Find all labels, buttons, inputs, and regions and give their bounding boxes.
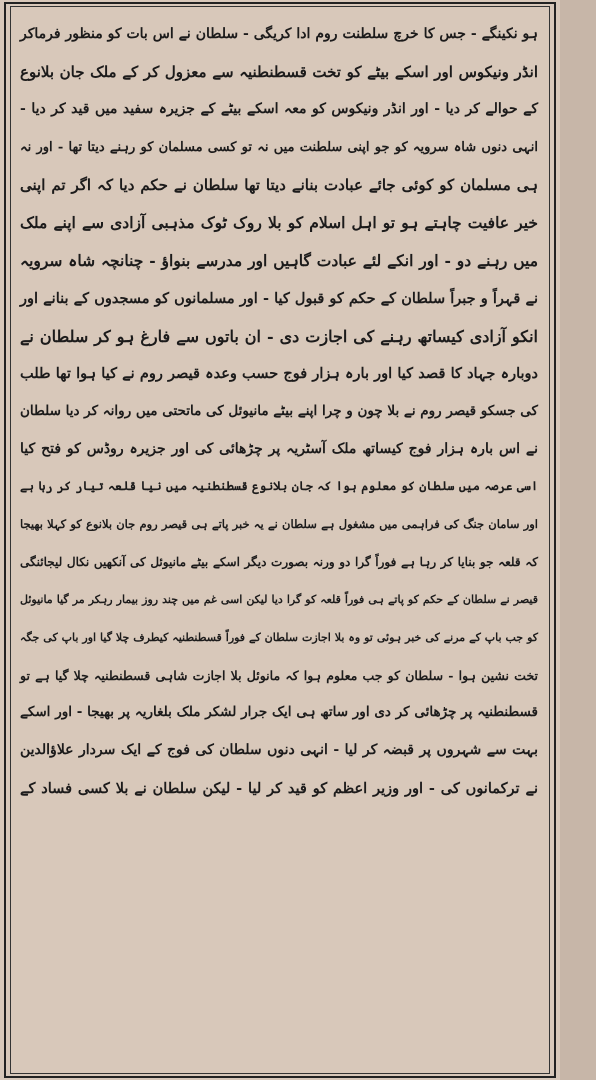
text-line: نے اس بارہ ہزار فوج کیساتھ ملک آسٹریہ پر چڑھائی کی اور جزیرہ روڈس کو فتح کیا xyxy=(20,440,538,457)
text-line: ہو نکینگے - جس کا خرچ سلطنت روم ادا کریگی - سلطان نے اس بات کو منظور فرماکر xyxy=(20,26,538,42)
text-line: انکو آزادی کیساتھ رہنے کی اجازت دی - ان باتوں سے فارغ ہو کر سلطان نے xyxy=(20,326,538,346)
text-line: نے ترکمانوں کی - اور وزیر اعظم کو قید کر لیا - لیکن سلطان نے بلا کسی فساد کے xyxy=(20,779,538,797)
text-line: اسی عرصہ میں سلطان کو معلوم ہوا کہ جان بلانوع قسطنطنیہ میں نیا قلعہ تیار کر رہا ہے xyxy=(20,479,538,494)
urdu-text-block xyxy=(14,16,544,1076)
text-line: میں رہنے دو - اور انکے لئے عبادت گاہیں اور مدرسے بنواؤ - چنانچہ شاہ سرویہ xyxy=(20,251,538,271)
text-line: تخت نشین ہوا - سلطان کو جب معلوم ہوا کہ مانوئل بلا اجازت شاہی قسطنطنیہ چلا گیا ہے تو xyxy=(20,667,538,683)
text-line: اور سامان جنگ کی فراہمی میں مشغول ہے سلطان نے یہ خبر پاتے ہی قیصر روم جان بلانوع کو کہلا بھیجا xyxy=(20,516,538,531)
text-line: بہت سے شہروں پر قبضہ کر لیا - انہی دنوں سلطان کی فوج کے ایک سردار علاؤالدین xyxy=(20,742,538,759)
page-edge xyxy=(560,0,596,1080)
text-line: کے حوالے کر دیا - اور انڈر ونیکوس کو معہ اسکے بیٹے کے جزیرہ سفید میں قید کر دیا - xyxy=(20,101,538,118)
text-line: نے قہراً و جبراً سلطان کے حکم کو قبول کیا - اور مسلمانوں کو مسجدوں کے بنانے اور xyxy=(20,289,538,307)
text-line: قیصر نے سلطان کے حکم کو پاتے ہی فوراً قلعہ کو گرا دیا لیکن اسی غم میں چند روز بیمار رہکر مر گیا مانیوئل xyxy=(20,593,538,607)
text-line: دوبارہ جہاد کا قصد کیا اور بارہ ہزار فوج حسب وعدہ قیصر روم نے کیا ہوا تھا طلب xyxy=(20,365,538,383)
text-line: قسطنطنیہ پر چڑھائی کر دی اور ساتھ ہی ایک جرار لشکر ملک بلغاریہ پر بھیجا - اور اسکے xyxy=(20,704,538,721)
text-line: ہی مسلمان کو کوئی جائے عبادت بنانے دیتا تھا سلطان نے حکم دیا کہ اگر تم اپنی xyxy=(20,175,538,194)
text-line: خیر عافیت چاہتے ہو تو اہل اسلام کو بلا روک ٹوک مذہبی آزادی سے اپنے ملک xyxy=(20,213,538,233)
text-line: انہی دنوں شاہ سرویہ کو جو اپنی سلطنت میں نہ تو کسی مسلمان کو رہنے دیتا تھا - اور نہ xyxy=(20,140,538,156)
text-line: کہ قلعہ جو بنایا کر رہا ہے فوراً گرا دو ورنہ بصورت دیگر اسکے بیٹے مانیوئل کی آنکھیں نکال لیجائنگی xyxy=(20,554,538,569)
text-line: انڈر ونیکوس اور اسکے بیٹے کو تخت قسطنطنیہ سے معزول کر کے ملک جان بلانوع xyxy=(20,62,538,81)
text-line: کو جب باپ کے مرنے کی خبر ہوئی تو وہ بلا اجازت سلطان کے فوراً قسطنطنیہ کیطرف چلا گیا اور باپ کی جگہ xyxy=(20,631,538,644)
text-line: کی جسکو قیصر روم نے بلا چون و چرا اپنے بیٹے مانیوئل کی ماتحتی میں روانہ کر دیا سلطان xyxy=(20,402,538,419)
